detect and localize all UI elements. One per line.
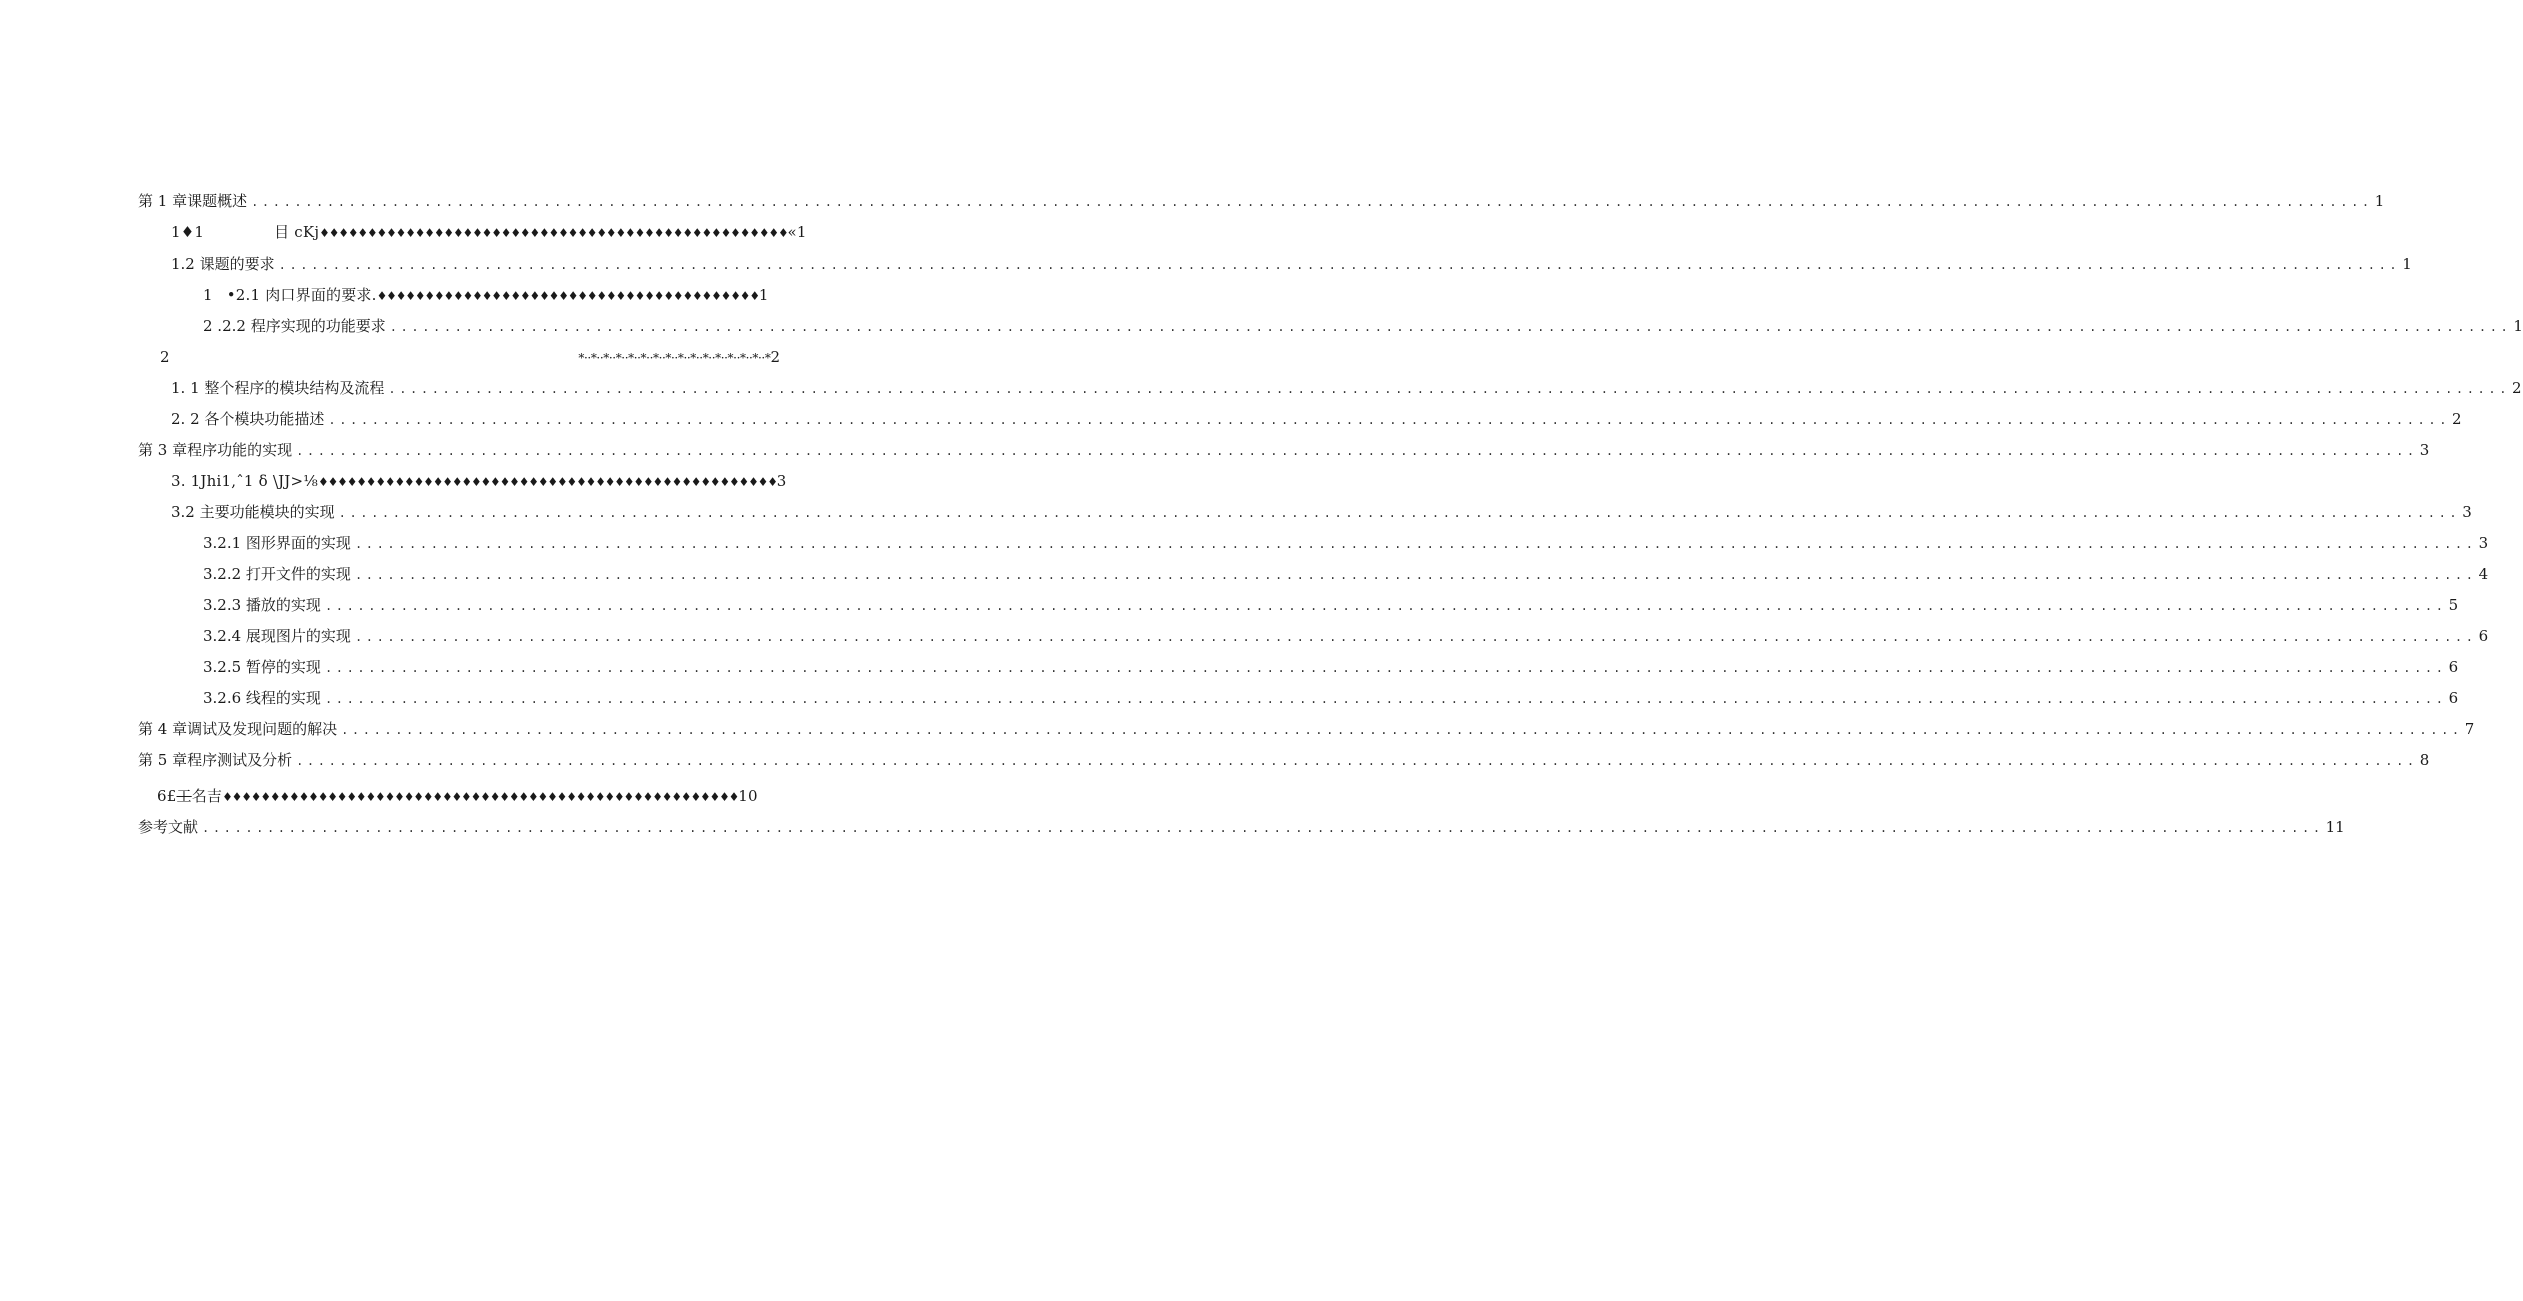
toc-entry-section-3-2-6[interactable] (203, 687, 2459, 709)
toc-page-number: 11 (2325, 818, 2345, 836)
toc-page-number: 3 (2478, 534, 2489, 552)
toc-garbled-leader: ♦♦♦♦♦♦♦♦♦♦♦♦♦♦♦♦♦♦♦♦♦♦♦♦♦♦♦♦♦♦♦♦♦♦♦♦♦♦♦♦♦♦♦♦♦♦♦♦ (318, 475, 777, 489)
toc-entry-label: 2 .2.2 程序实现的功能要求 (203, 317, 386, 335)
toc-page-number: 1 (2513, 317, 2523, 335)
toc-entry-chapter-4[interactable] (138, 718, 2475, 740)
toc-garbled-leader: ♦♦♦♦♦♦♦♦♦♦♦♦♦♦♦♦♦♦♦♦♦♦♦♦♦♦♦♦♦♦♦♦♦♦♦♦♦♦♦♦♦♦♦♦♦♦♦♦♦♦♦♦♦♦ (222, 790, 739, 804)
toc-dot-leader (251, 191, 2373, 213)
toc-entry-label: 3.2.6 线程的实现 (203, 689, 321, 707)
toc-dot-leader (296, 440, 2418, 462)
toc-garbled-leader: ♦♦♦♦♦♦♦♦♦♦♦♦♦♦♦♦♦♦♦♦♦♦♦♦♦♦♦♦♦♦♦♦♦♦♦♦♦♦♦♦ (376, 289, 759, 303)
toc-page-number: 2 (2452, 410, 2462, 428)
toc-entry-number: 6£ (157, 787, 177, 805)
toc-page-number: 6 (2448, 658, 2459, 676)
toc-dot-leader (279, 254, 2401, 276)
toc-entry-number: 1 (203, 286, 213, 304)
toc-entry-label: 1. 1 整个程序的模块结构及流程 (171, 379, 385, 397)
toc-entry-section-2-1[interactable] (171, 377, 2522, 399)
toc-page-number: 5 (2448, 596, 2459, 614)
toc-page-number: 3 (2462, 503, 2472, 521)
toc-entry-label: 3.2.4 展现图片的实现 (203, 627, 351, 645)
toc-dot-leader (325, 657, 2447, 679)
toc-garbled-leader: ♦♦♦♦♦♦♦♦♦♦♦♦♦♦♦♦♦♦♦♦♦♦♦♦♦♦♦♦♦♦♦♦♦♦♦♦♦♦♦♦♦♦♦♦♦♦♦♦♦ (319, 226, 788, 240)
toc-page-number: 6 (2478, 627, 2489, 645)
toc-entry-label: 名吉 (191, 787, 223, 805)
toc-entry-label: 第 5 章程序测试及分析 (138, 751, 293, 769)
toc-entry-section-3-2-2[interactable] (203, 563, 2489, 585)
toc-entry-label: 3. 1Jhi1,ˆ1 δ \JJ>⅛ (171, 472, 319, 490)
toc-entry-number: 1♦1 (171, 223, 205, 241)
toc-page-number: 8 (2419, 751, 2430, 769)
toc-dot-leader (339, 502, 2461, 524)
toc-entry-label: 目 cKj (274, 223, 320, 241)
toc-entry-label: 3.2 主要功能模块的实现 (171, 503, 335, 521)
toc-page-number: 1 (2402, 255, 2412, 273)
toc-entry-section-3-2-3[interactable] (203, 594, 2459, 616)
toc-page-number: 2 (2512, 379, 2522, 397)
toc-entry-label: 3.2.2 打开文件的实现 (203, 565, 351, 583)
toc-page-number: «1 (787, 223, 807, 241)
toc-entry-label: 1.2 课题的要求 (171, 255, 275, 273)
toc-entry-label: 第 3 章程序功能的实现 (138, 441, 293, 459)
toc-page-number: 4 (2478, 565, 2489, 583)
toc-dot-leader (296, 750, 2418, 772)
toc-entry-label: 2. 2 各个模块功能描述 (171, 410, 325, 428)
toc-page-number: 6 (2448, 689, 2459, 707)
toc-entry-label: 3.2.1 图形界面的实现 (203, 534, 351, 552)
toc-entry-chapter-1[interactable] (138, 190, 2385, 212)
toc-page-number: 2 (770, 348, 780, 366)
toc-page-number: 1 (2374, 192, 2385, 210)
toc-entry-section-1-2[interactable] (171, 253, 2412, 275)
toc-entry-section-3-2-4[interactable] (203, 625, 2489, 647)
toc-entry-section-3-2[interactable] (171, 501, 2472, 523)
toc-entry-references[interactable] (138, 816, 2345, 838)
toc-dot-leader (355, 564, 2477, 586)
toc-entry-section-3-1[interactable] (171, 470, 787, 492)
toc-entry-label: 3.2.3 播放的实现 (203, 596, 321, 614)
toc-entry-section-2-2[interactable] (171, 408, 2462, 430)
toc-dot-leader (328, 409, 2450, 431)
toc-entry-section-1-2-1[interactable] (203, 284, 769, 306)
toc-entry-label: 参考文献 (138, 818, 199, 836)
toc-entry-label: 第 4 章调试及发现问题的解决 (138, 720, 338, 738)
toc-entry-section-3-2-1[interactable] (203, 532, 2489, 554)
toc-page-number: 3 (776, 472, 787, 490)
toc-garbled-leader: *··*··*··*··*··*··*··*··*··*··*··*··*··*··*··* (578, 351, 771, 365)
toc-entry-label: •2.1 肉口界面的要求. (226, 286, 377, 304)
toc-entry-label: 第 1 章课题概述 (138, 192, 248, 210)
toc-garbled-leader-group (578, 346, 780, 369)
toc-page-number: 1 (758, 286, 769, 304)
toc-dot-leader (202, 817, 2324, 839)
toc-entry-chapter-2[interactable] (160, 346, 780, 368)
toc-entry-chapter-5[interactable] (138, 749, 2430, 771)
toc-dot-leader (325, 688, 2447, 710)
toc-dot-leader (341, 719, 2463, 741)
toc-dot-leader (355, 626, 2477, 648)
toc-entry-number: 2 (160, 348, 170, 366)
toc-entry-chapter-6[interactable] (157, 785, 758, 807)
toc-dot-leader (388, 378, 2510, 400)
toc-entry-chapter-3[interactable] (138, 439, 2430, 461)
toc-entry-section-1-2-2[interactable] (203, 315, 2523, 337)
toc-dot-leader (325, 595, 2447, 617)
toc-page-number: 10 (738, 787, 758, 805)
toc-page-number: 7 (2464, 720, 2475, 738)
toc-page-number: 3 (2419, 441, 2430, 459)
toc-entry-label: 3.2.5 暂停的实现 (203, 658, 321, 676)
toc-entry-section-3-2-5[interactable] (203, 656, 2459, 678)
toc-entry-section-1-1[interactable] (171, 221, 807, 243)
toc-dot-leader (390, 316, 2512, 338)
toc-entry-struck-glyph: 工 (176, 787, 192, 805)
toc-dot-leader (355, 533, 2477, 555)
